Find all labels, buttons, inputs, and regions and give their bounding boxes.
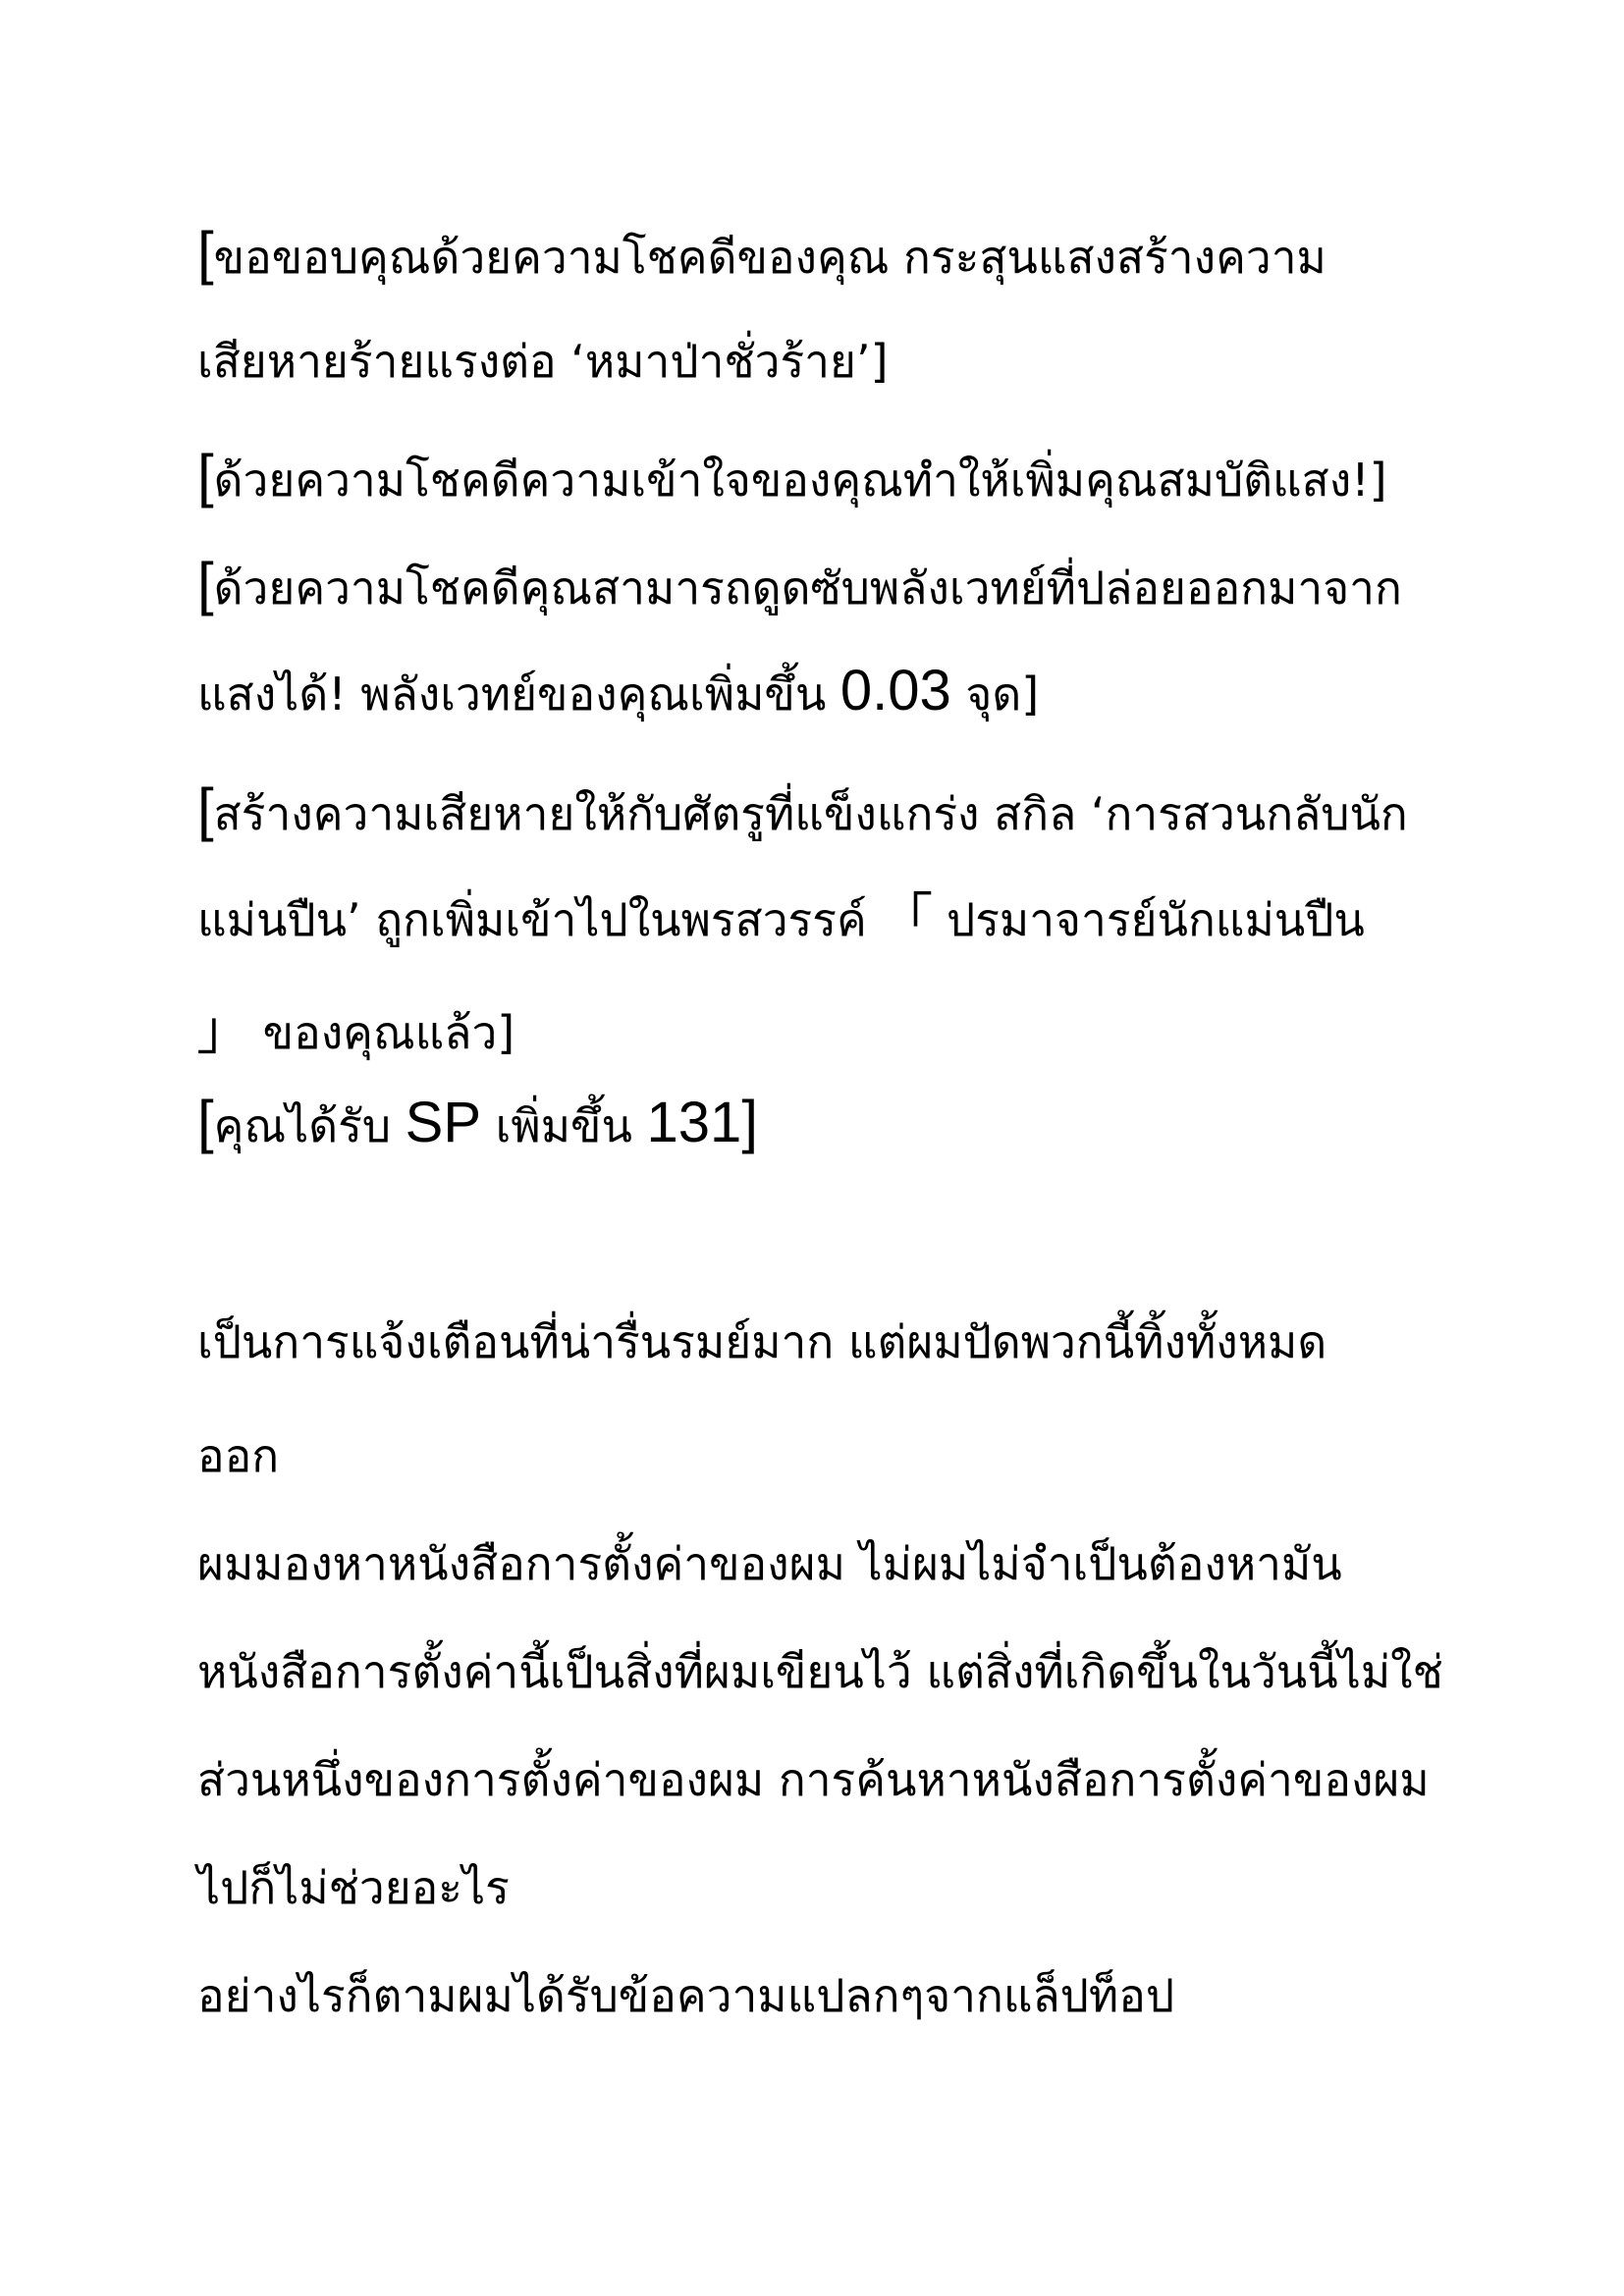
notice-text: เสียหายร้ายแรงต่อ ‘หมาป่าชั่วร้าย’] xyxy=(197,335,889,388)
close-bracket: ] xyxy=(741,1089,758,1154)
notice-text: เพิ่มขึ้น xyxy=(481,1099,647,1152)
paragraph-text: ไปก็ไม่ช่วยอะไร xyxy=(197,1861,510,1914)
notice-line-5 xyxy=(197,659,1040,722)
notice-text: จุด] xyxy=(950,667,1040,721)
notice-line-1 xyxy=(197,220,1326,286)
notice-text: คุณได้รับ xyxy=(213,1099,406,1152)
notice-text: ด้วยความโชคดีความเข้าใจของคุณทำให้เพิ่มคุณสมบัติแสง!] xyxy=(213,454,1387,507)
paragraph-line xyxy=(197,1429,280,1482)
paragraph-text: ส่วนหนึ่งของการตั้งค่าของผม การค้นหาหนังสือการตั้งค่าของผม xyxy=(197,1753,1430,1806)
notice-text: สร้างความเสียหายให้กับศัตรูที่แข็งแกร่ง สกิล ‘การสวนกลับนัก xyxy=(213,787,1408,840)
paragraph-text: เป็นการแจ้งเตือนที่น่ารื่นรมย์มาก แต่ผมปัดพวกนี้ทิ้งทั้งหมด xyxy=(197,1315,1327,1368)
paragraph-text: อย่างไรก็ตามผมได้รับข้อความแปลกๆจากแล็ปท็อป xyxy=(197,1969,1175,2022)
notice-line-4 xyxy=(197,551,1402,616)
paragraph-line xyxy=(197,1645,1443,1698)
paragraph-line xyxy=(197,1315,1327,1368)
notice-line-9 xyxy=(197,1089,758,1154)
notice-text: ขอขอบคุณด้วยความโชคดีของคุณ กระสุนแสงสร้างความ xyxy=(213,231,1326,284)
notice-text: แสงได้! พลังเวทย์ของคุณเพิ่มขึ้น xyxy=(197,667,840,721)
notice-text: ของคุณแล้ว] xyxy=(248,1006,515,1059)
notice-line-2 xyxy=(197,335,889,388)
mana-increase-value: 0.03 xyxy=(839,659,951,722)
notice-line-7 xyxy=(197,889,1365,948)
notice-text: แม่นปืน’ ถูกเพิ่มเข้าไปในพรสวรรค์ xyxy=(197,893,882,946)
paragraph-line xyxy=(197,1753,1430,1806)
paragraph-text: ออก xyxy=(197,1429,280,1482)
paragraph-line xyxy=(197,1537,1342,1590)
sp-label: SP xyxy=(405,1091,482,1154)
corner-bracket-open: 「 xyxy=(881,889,933,948)
open-bracket: [ xyxy=(197,443,214,508)
open-bracket: [ xyxy=(197,220,214,286)
paragraph-line xyxy=(197,1861,510,1914)
notice-line-8 xyxy=(197,1002,515,1061)
notice-line-6 xyxy=(197,776,1408,842)
open-bracket: [ xyxy=(197,551,214,616)
sp-increase-value: 131 xyxy=(646,1091,742,1154)
paragraph-line xyxy=(197,1969,1175,2022)
notice-text: ด้วยความโชคดีคุณสามารถดูดซับพลังเวทย์ที่ปล่อยออกมาจาก xyxy=(213,561,1402,614)
notice-line-3 xyxy=(197,443,1387,508)
paragraph-text: ผมมองหาหนังสือการตั้งค่าของผม ไม่ผมไม่จำเป็นต้องหามัน xyxy=(197,1537,1342,1590)
open-bracket: [ xyxy=(197,1089,214,1154)
paragraph-text: หนังสือการตั้งค่านี้เป็นสิ่งที่ผมเขียนไว้ แต่สิ่งที่เกิดขึ้นในวันนี้ไม่ใช่ xyxy=(197,1645,1443,1698)
notice-text: ปรมาจารย์นักแม่นปืน xyxy=(932,893,1365,946)
open-bracket: [ xyxy=(197,776,214,842)
corner-bracket-close: 」 xyxy=(197,1002,249,1061)
